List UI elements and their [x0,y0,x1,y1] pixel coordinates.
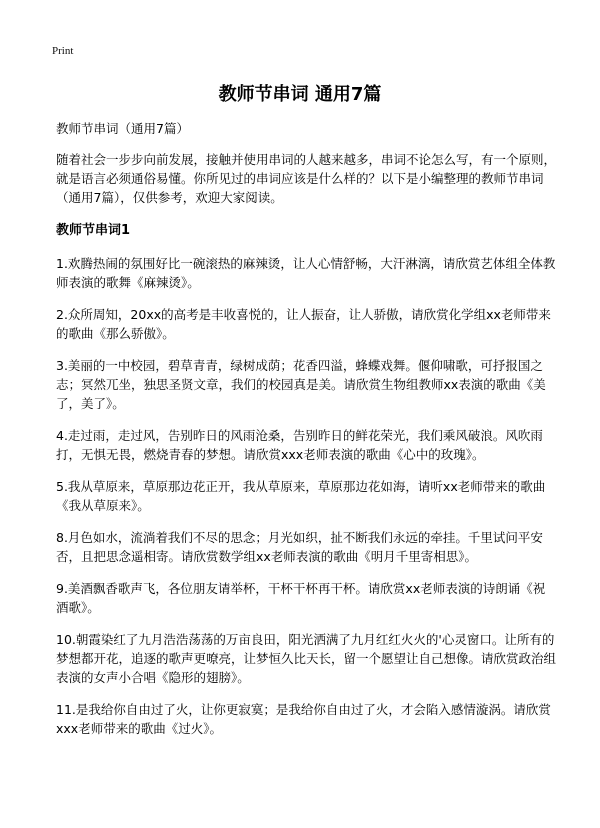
document-body [56,119,556,751]
list-item: 10.朝霞染红了九月浩浩荡荡的万亩良田，阳光洒满了九月红红火火的'心灵窗口。让所有的梦想都开花，追逐的歌声更嘹亮，让梦恒久比天长，留一个愿望让自己想像。请欣赏政治组表演的女声小合唱《隐形的翅膀》。 [56,632,557,685]
list-item: 8.月色如水，流淌着我们不尽的思念；月光如织，扯不断我们永远的牵挂。千里试问平安否，且把思念遥相寄。请欣赏数学组xx老师表演的歌曲《明月千里寄相思》。 [56,530,543,564]
list-item: 3.美丽的一中校园，碧草青青，绿树成荫；花香四溢，蜂蝶戏舞。偃仰啸歌，可抒报国之志；冥然兀坐，独思圣贤文章，我们的校园真是美。请欣赏生物组教师xx表演的歌曲《美了，美了》。 [56,358,546,411]
list-item: 5.我从草原来，草原那边花正开，我从草原来，草原那边花如海，请听xx老师带来的歌曲《我从草原来》。 [56,479,546,513]
document-subtitle: 教师节串词（通用7篇） [56,121,189,136]
print-link[interactable]: Print [52,45,74,57]
list-item: 2.众所周知，20xx的高考是丰收喜悦的，让人振奋，让人骄傲，请欣赏化学组xx老师带来的歌曲《那么骄傲》。 [56,307,551,341]
list-item: 9.美酒飘香歌声飞，各位朋友请举杯，干杯干杯再干杯。请欣赏xx老师表演的诗朗诵《祝酒歌》。 [56,581,546,615]
list-item: 1.欢腾热闹的氛围好比一碗滚热的麻辣烫，让人心情舒畅，大汗淋漓，请欣赏艺体组全体教师表演的歌舞《麻辣烫》。 [56,256,556,290]
section-heading: 教师节串词1 [56,223,131,238]
list-item: 11.是我给你自由过了火，让你更寂寞；是我给你自由过了火，才会陷入感情漩涡。请欣赏xxx老师带来的歌曲《过火》。 [56,702,551,736]
list-item: 4.走过雨，走过风，告别昨日的风雨沧桑，告别昨日的鲜花荣光，我们乘风破浪。风吹雨打，无惧无畏，燃烧青春的梦想。请欣赏xxx老师表演的歌曲《心中的玫瑰》。 [56,428,543,462]
page-title: 教师节串词 通用7篇 [218,84,382,105]
intro-paragraph: 随着社会一步步向前发展，接触并使用串词的人越来越多，串词不论怎么写，有一个原则，就是语言必须通俗易懂。你所见过的串词应该是什么样的？以下是小编整理的教师节串词（通用7篇），仅供参考，欢迎大家阅读。 [56,152,557,205]
